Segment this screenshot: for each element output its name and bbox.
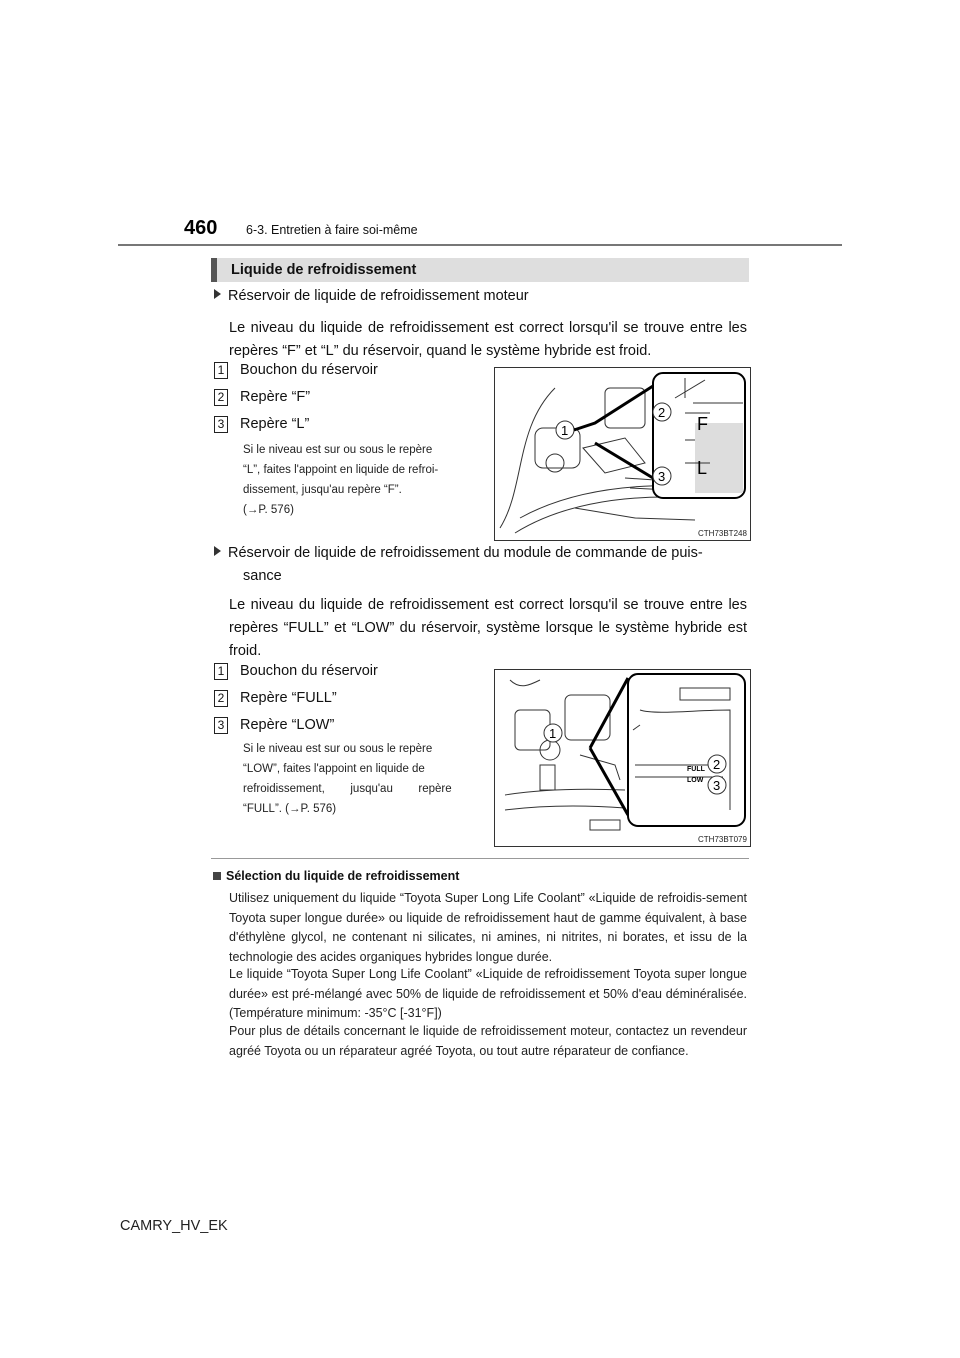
item-label: Repère “L”: [240, 416, 310, 432]
item-number: 3: [214, 416, 228, 433]
item-label: Bouchon du réservoir: [240, 663, 378, 679]
square-bullet-icon: [213, 872, 221, 880]
mark-full: FULL: [687, 766, 705, 773]
pcu-reservoir-paragraph: Le niveau du liquide de refroidissement est correct lorsqu'il se trouve entre les repères “FULL” et “LOW” du réservoir, système lorsque le système hybride est froid.: [229, 597, 747, 659]
triangle-bullet-icon: [214, 289, 221, 299]
item-label: Bouchon du réservoir: [240, 362, 378, 378]
svg-text:2: 2: [658, 405, 666, 420]
selection-heading: Sélection du liquide de refroidissement: [213, 869, 459, 883]
section-title-box: [211, 258, 749, 282]
page-number: 460: [184, 217, 218, 239]
svg-text:1: 1: [561, 423, 569, 438]
pcu-reservoir-heading: Réservoir de liquide de refroidissement du module de commande de puis-: [214, 545, 703, 561]
engine-reservoir-note: Si le niveau est sur ou sous le repère “L”, faites l'appoint en liquide de refroi- dissement, jusqu'au repère “F”. (→P. 576): [243, 444, 439, 516]
selection-paragraph-1: Utilisez uniquement du liquide “Toyota Super Long Life Coolant” «Liquide de refroidis-sement Toyota super longue durée» ou liquide de refroidissement haut de gamme équivalent, à base d'éthylène glycol, ne contenant ni silicates, ni amines, ni nitrites, ni borates, et issu de la technologie des acides organiques hybrides longue durée.: [229, 891, 747, 964]
engine-bay-illustration: [495, 670, 750, 846]
pcu-reservoir-note: Si le niveau est sur ou sous le repère “LOW”, faites l'appoint en liquide de refroidissement, jusqu'au repère “FULL”. (→P. 576): [243, 743, 452, 815]
item-number: 2: [214, 389, 228, 406]
list-item: [214, 690, 337, 710]
item-label: Repère “LOW”: [240, 717, 335, 733]
mark-l: L: [697, 458, 708, 478]
engine-reservoir-heading: Réservoir de liquide de refroidissement moteur: [214, 288, 529, 304]
figure-code: CTH73BT079: [698, 835, 747, 844]
svg-text:2: 2: [713, 757, 721, 772]
svg-text:1: 1: [549, 726, 557, 741]
selection-paragraph-2: Le liquide “Toyota Super Long Life Coolant” «Liquide de refroidissement Toyota super longue durée» est pré-mélangé avec 50% de liquide de refroidissement et 50% d'eau déminéralisée. (Température minimum: -35°C [-31°F]): [229, 967, 747, 1020]
reservoir-detail-inset: [628, 674, 745, 826]
item-number: 3: [214, 717, 228, 734]
section-title: Liquide de refroidissement: [231, 262, 417, 278]
list-item: [214, 389, 310, 409]
engine-reservoir-figure: [494, 367, 751, 541]
mark-low: LOW: [687, 777, 704, 784]
model-code: CAMRY_HV_EK: [120, 1218, 228, 1234]
svg-text:3: 3: [658, 469, 666, 484]
header-rule: [118, 244, 842, 246]
item-number: 1: [214, 663, 228, 680]
section-divider: [211, 858, 749, 859]
mark-f: F: [697, 414, 708, 434]
section-path: 6-3. Entretien à faire soi-même: [246, 223, 418, 237]
selection-paragraph-3: Pour plus de détails concernant le liquide de refroidissement moteur, contactez un revendeur agréé Toyota ou un réparateur agréé Toyota, ou tout autre réparateur de confiance.: [229, 1024, 747, 1058]
svg-text:3: 3: [713, 778, 721, 793]
pcu-reservoir-figure: [494, 669, 751, 847]
item-label: Repère “FULL”: [240, 690, 337, 706]
item-number: 2: [214, 690, 228, 707]
item-label: Repère “F”: [240, 389, 311, 405]
list-item: [214, 362, 378, 382]
pcu-reservoir-heading-cont: sance: [243, 568, 282, 584]
list-item: [214, 416, 309, 436]
figure-code: CTH73BT248: [698, 529, 747, 538]
list-item: [214, 663, 378, 683]
engine-reservoir-paragraph: Le niveau du liquide de refroidissement est correct lorsqu'il se trouve entre les repères “F” et “L” du réservoir, quand le système hybride est froid.: [229, 320, 747, 359]
engine-bay-illustration: [495, 368, 750, 540]
list-item: [214, 717, 334, 737]
triangle-bullet-icon: [214, 546, 221, 556]
item-number: 1: [214, 362, 228, 379]
